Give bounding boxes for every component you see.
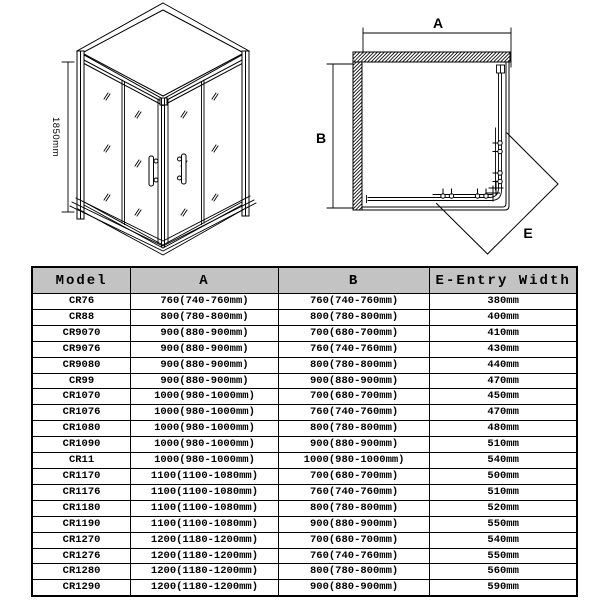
table-cell: 900(880-900mm) [278, 437, 430, 453]
entry-width-label-e: E [523, 225, 533, 241]
table-row [32, 484, 577, 500]
table-cell: 1100(1100-1080mm) [131, 500, 279, 516]
table-row [32, 421, 577, 437]
table-row [32, 500, 577, 516]
table-cell: 800(780-800mm) [278, 421, 430, 437]
column-header: B [278, 267, 430, 294]
table-cell: 1200(1180-1200mm) [131, 564, 279, 580]
table-row [32, 468, 577, 484]
table-cell: 1000(980-1000mm) [131, 421, 279, 437]
table-cell: CR76 [32, 294, 131, 310]
table-cell: 1000(980-1000mm) [131, 405, 279, 421]
table-cell: CR1090 [32, 437, 131, 453]
door-handle [493, 141, 502, 154]
header-row [32, 267, 577, 294]
table-cell: 510mm [430, 437, 577, 453]
table-body [32, 294, 577, 597]
table-row [32, 389, 577, 405]
table-cell: 800(780-800mm) [278, 357, 430, 373]
table-cell: 1100(1100-1080mm) [131, 484, 279, 500]
height-dimension-label: 1850mm [50, 117, 61, 157]
table-cell: CR99 [32, 373, 131, 389]
table-cell: CR1270 [32, 532, 131, 548]
table-cell: 700(680-700mm) [278, 468, 430, 484]
table-cell: 430mm [430, 341, 577, 357]
table-row [32, 532, 577, 548]
table-cell: CR9080 [32, 357, 131, 373]
table-row [32, 373, 577, 389]
height-dimension-line [62, 62, 74, 212]
table-cell: 800(780-800mm) [278, 564, 430, 580]
wall-profile-right [242, 51, 249, 216]
table-cell: 900(880-900mm) [131, 373, 279, 389]
table-cell: CR1190 [32, 516, 131, 532]
table-cell: 560mm [430, 564, 577, 580]
table-row [32, 405, 577, 421]
table-cell: 1000(980-1000mm) [131, 437, 279, 453]
table-cell: CR1176 [32, 484, 131, 500]
table-cell: 510mm [430, 484, 577, 500]
table-cell: 760(740-760mm) [278, 405, 430, 421]
table-cell: CR1290 [32, 580, 131, 596]
table-cell: 900(880-900mm) [278, 516, 430, 532]
table-cell: 470mm [430, 405, 577, 421]
technical-drawings [0, 0, 600, 264]
top-rim [77, 3, 249, 106]
column-header: E-Entry Width [430, 267, 577, 294]
table-cell: 1200(1180-1200mm) [131, 580, 279, 596]
table-cell: 700(680-700mm) [278, 532, 430, 548]
table-cell: 480mm [430, 421, 577, 437]
table-cell: 900(880-900mm) [131, 325, 279, 341]
table-cell: 520mm [430, 500, 577, 516]
depth-dimension-line-b [327, 64, 353, 208]
table-cell: 1200(1180-1200mm) [131, 548, 279, 564]
table-cell: 540mm [430, 532, 577, 548]
depth-dimension-label-b: B [315, 130, 327, 146]
table-row [32, 548, 577, 564]
table-cell: 900(880-900mm) [278, 580, 430, 596]
door-handle [178, 154, 187, 184]
table-cell: 450mm [430, 389, 577, 405]
table-cell: 1000(980-1000mm) [131, 453, 279, 469]
table-cell: 760(740-760mm) [278, 484, 430, 500]
table-cell: 700(680-700mm) [278, 325, 430, 341]
table-cell: 700(680-700mm) [278, 389, 430, 405]
table-cell: 800(780-800mm) [278, 500, 430, 516]
spec-table-wrap [31, 266, 578, 597]
table-cell: 500mm [430, 468, 577, 484]
table-cell: 800(780-800mm) [278, 309, 430, 325]
glass-outer-edges [358, 63, 509, 210]
table-cell: 900(880-900mm) [131, 341, 279, 357]
door-handle [441, 189, 454, 198]
spec-table [31, 266, 578, 597]
table-cell: 760(740-760mm) [278, 294, 430, 310]
table-cell: CR1076 [32, 405, 131, 421]
isometric-drawing [50, 3, 256, 255]
table-row [32, 357, 577, 373]
wall-profile-left [77, 51, 84, 219]
table-cell: CR1276 [32, 548, 131, 564]
table-cell: 1000(980-1000mm) [131, 389, 279, 405]
table-row [32, 341, 577, 357]
hatched-wall-top [353, 52, 510, 62]
table-row [32, 437, 577, 453]
table-cell: 550mm [430, 516, 577, 532]
table-cell: 760(740-760mm) [278, 548, 430, 564]
table-cell: CR11 [32, 453, 131, 469]
table-cell: 1000(980-1000mm) [278, 453, 430, 469]
door-handle [489, 171, 503, 195]
table-cell: CR9076 [32, 341, 131, 357]
table-cell: CR1180 [32, 500, 131, 516]
table-cell: CR1070 [32, 389, 131, 405]
width-dimension-line-a [363, 28, 511, 67]
hatched-wall-left [353, 62, 362, 210]
table-cell: 760(740-760mm) [131, 294, 279, 310]
table-cell: 760(740-760mm) [278, 341, 430, 357]
table-row [32, 580, 577, 596]
shower-tray [70, 196, 256, 255]
table-cell: 800(780-800mm) [131, 309, 279, 325]
corner-post [160, 98, 167, 247]
table-cell: CR1080 [32, 421, 131, 437]
table-cell: 1100(1100-1080mm) [131, 516, 279, 532]
table-cell: 1100(1100-1080mm) [131, 468, 279, 484]
sliding-door-lines [367, 65, 505, 203]
table-cell: CR9070 [32, 325, 131, 341]
table-row [32, 516, 577, 532]
table-cell: 410mm [430, 325, 577, 341]
table-row [32, 325, 577, 341]
table-cell: 1200(1180-1200mm) [131, 532, 279, 548]
table-cell: 900(880-900mm) [278, 373, 430, 389]
table-cell: CR1280 [32, 564, 131, 580]
table-row [32, 309, 577, 325]
table-cell: 380mm [430, 294, 577, 310]
column-header: A [131, 267, 279, 294]
table-cell: 540mm [430, 453, 577, 469]
table-cell: 400mm [430, 309, 577, 325]
table-row [32, 564, 577, 580]
table-cell: 550mm [430, 548, 577, 564]
table-cell: 590mm [430, 580, 577, 596]
table-cell: CR1170 [32, 468, 131, 484]
table-cell: 440mm [430, 357, 577, 373]
table-cell: 900(880-900mm) [131, 357, 279, 373]
table-cell: 470mm [430, 373, 577, 389]
table-row [32, 294, 577, 310]
table-row [32, 453, 577, 469]
door-handle [149, 156, 158, 186]
width-dimension-label-a: A [432, 15, 444, 31]
table-cell: CR88 [32, 309, 131, 325]
column-header: Model [32, 267, 131, 294]
plan-drawing [316, 15, 558, 254]
